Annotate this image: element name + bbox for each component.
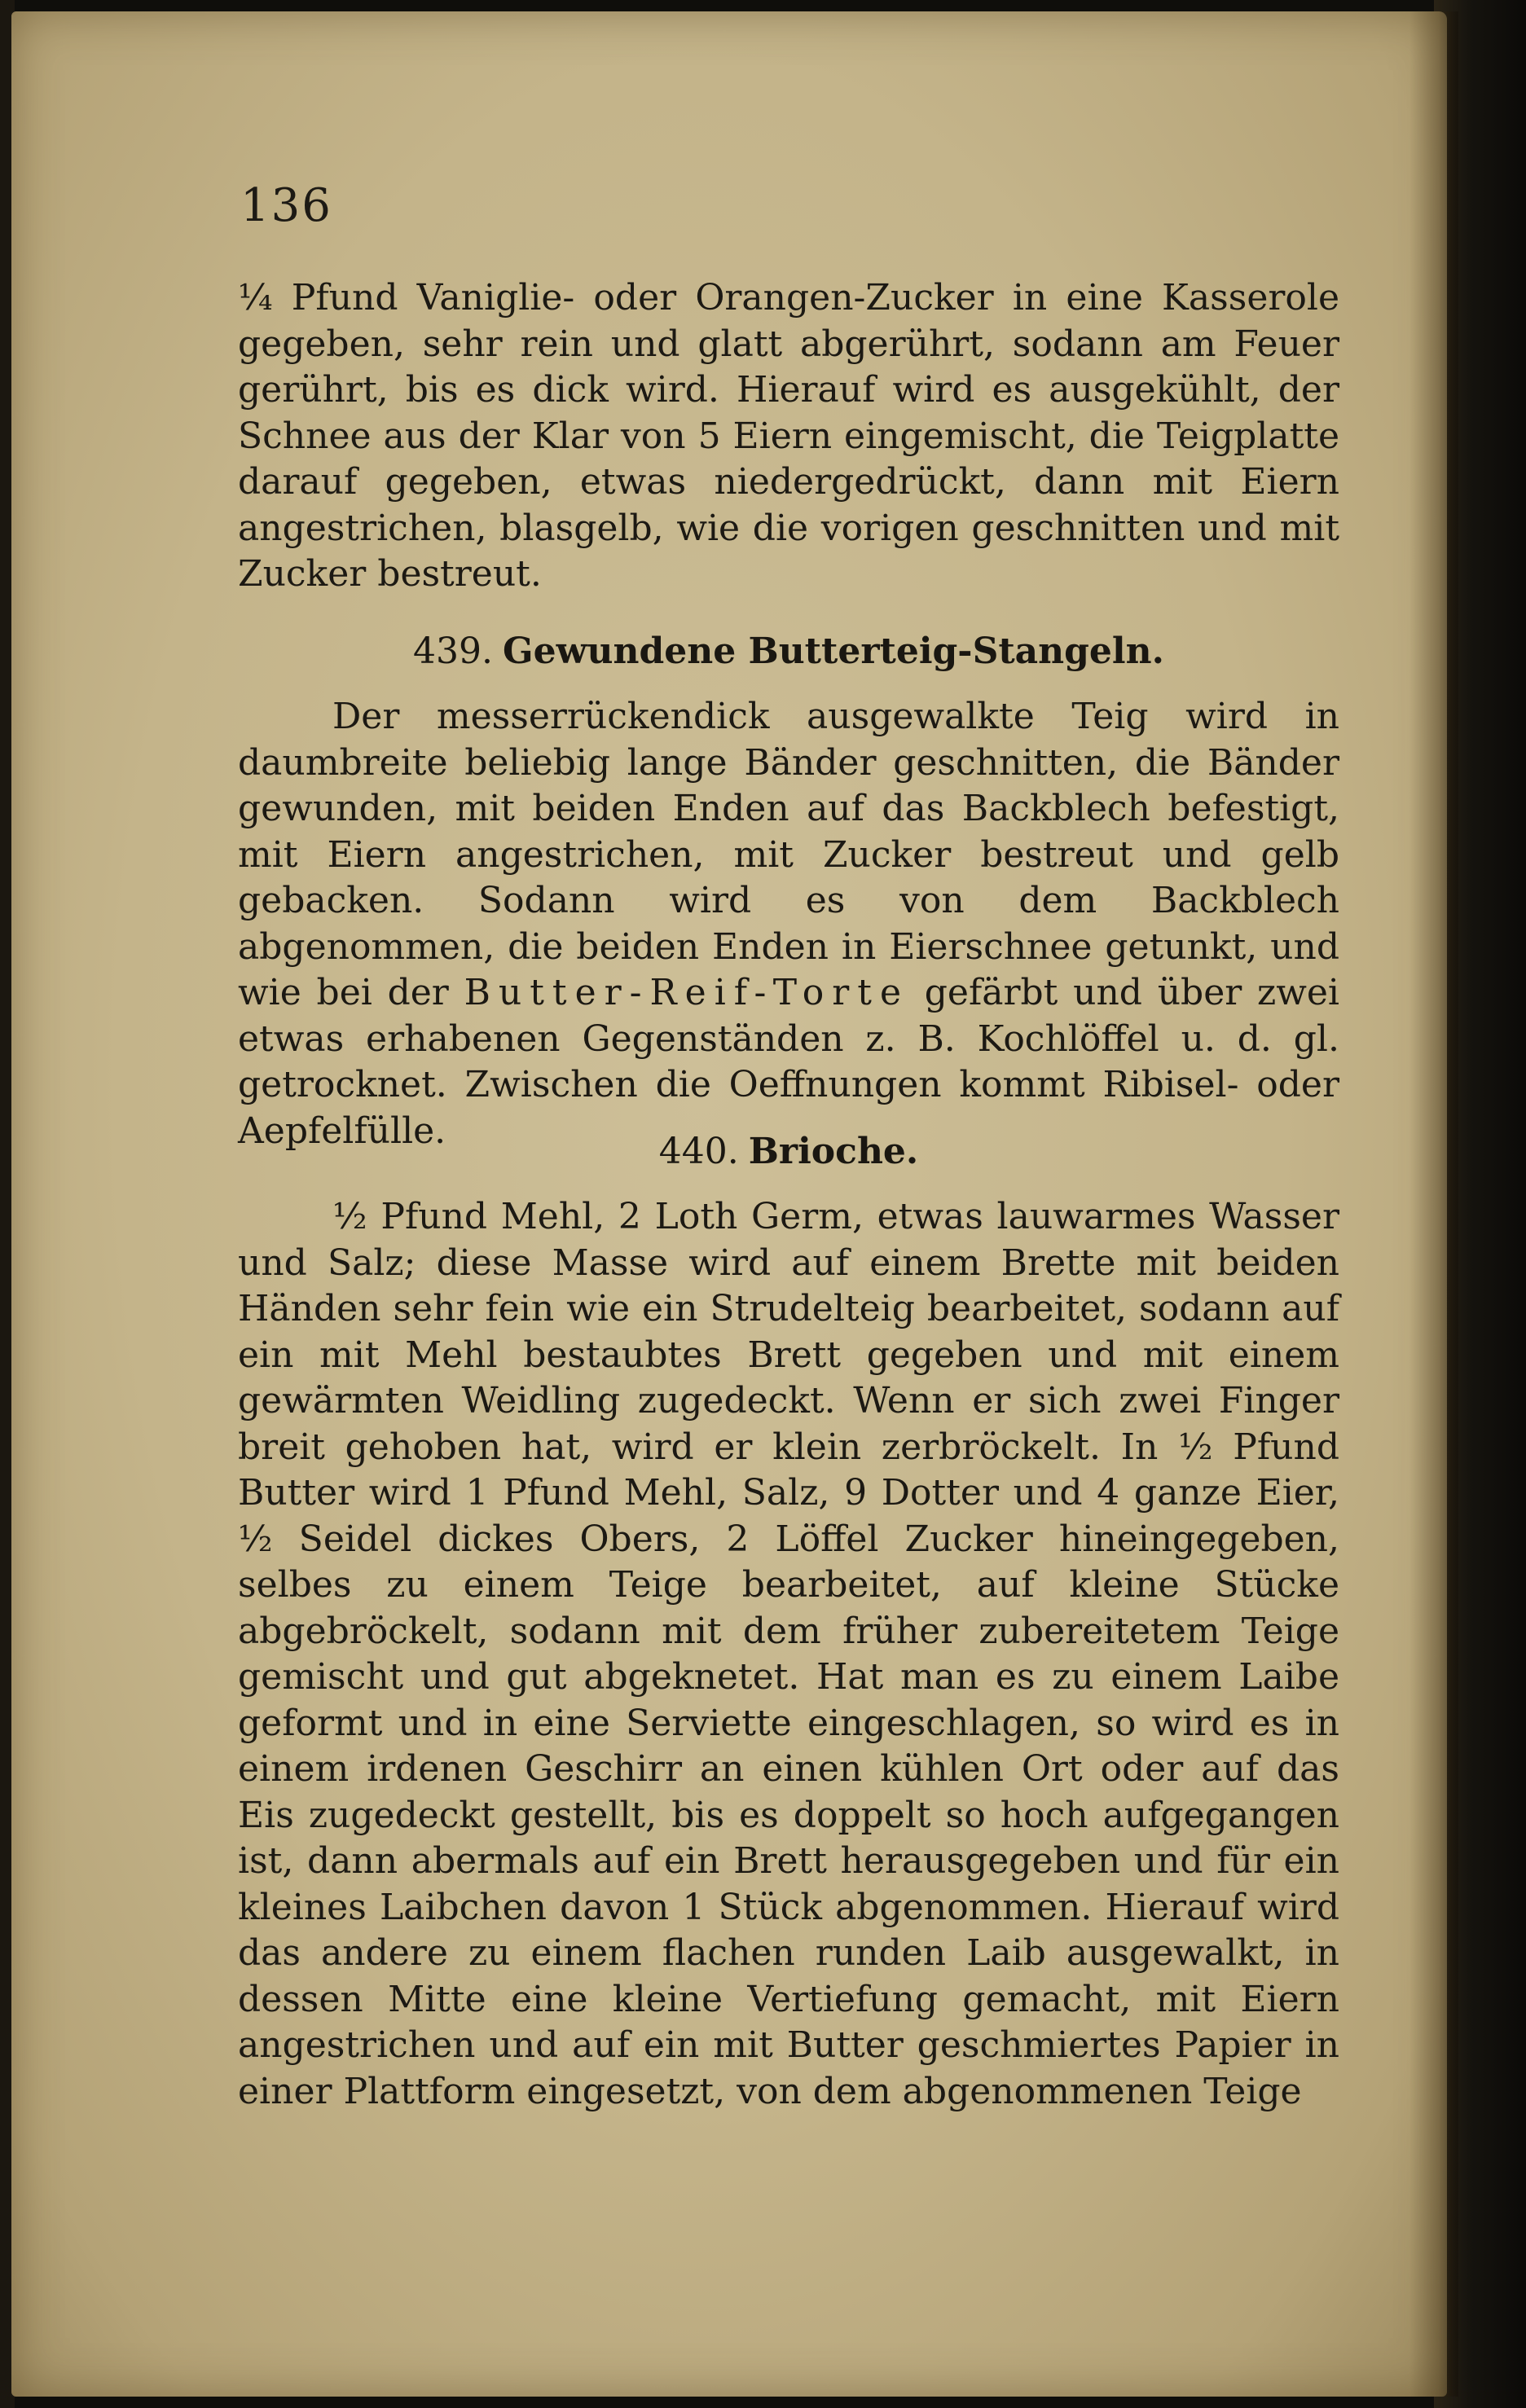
recipe-439-number: 439.	[413, 631, 494, 672]
recipe-439-paragraph	[238, 694, 1339, 1154]
recipe-440-title: Brioche.	[748, 1131, 919, 1172]
recipe-440-paragraph	[238, 1194, 1339, 2115]
recipe-440-text: ½ Pfund Mehl, 2 Loth Germ, etwas lauwarmes Wasser und Salz; diese Masse wird auf einem Brette mit beiden Händen sehr fein wie ein Strudelteig bearbeitet, sodann auf ein mit Mehl bestaubtes Brett gegeben und mit einem gewärmten Weidling zugedeckt. Wenn er sich zwei Finger breit gehoben hat, wird er klein zerbröckelt. In ½ Pfund Butter wird 1 Pfund Mehl, Salz, 9 Dotter und 4 ganze Eier, ½ Seidel dickes Obers, 2 Löffel Zucker hineingegeben, selbes zu einem Teige bearbeitet, auf kleine Stücke abgebröckelt, sodann mit dem früher zubereitetem Teige gemischt und gut abgeknetet. Hat man es zu einem Laibe geformt und in eine Serviette eingeschlagen, so wird es in einem irdenen Geschirr an einen kühlen Ort oder auf das Eis zugedeckt gestellt, bis es doppelt so hoch aufgegangen ist, dann abermals auf ein Brett herausgegeben und für ein kleines Laibchen davon 1 Stück abgenommen. Hierauf wird das andere zu einem flachen runden Laib ausgewalkt, in dessen Mitte eine kleine Vertiefung gemacht, mit Eiern angestrichen und auf ein mit Butter geschmiertes Papier in einer Plattform eingesetzt, von dem abgenommenen Teige	[238, 1196, 1339, 2112]
recipe-439-text	[238, 694, 1339, 1154]
intro-paragraph	[238, 275, 1339, 598]
recipe-439-title: Gewundene Butterteig-Stangeln.	[503, 631, 1164, 672]
page-number: 136	[240, 179, 332, 232]
intro-text: ¼ Pfund Vaniglie- oder Orangen-Zucker in eine Kasserole gegeben, sehr rein und glatt abgerührt, sodann am Feuer gerührt, bis es dick wird. Hierauf wird es ausgekühlt, der Schnee aus der Klar von 5 Eiern eingemischt, die Teigplatte darauf gegeben, etwas niedergedrückt, dann mit Eiern angestrichen, blasgelb, wie die vorigen geschnitten und mit Zucker bestreut.	[238, 277, 1339, 595]
recipe-439-spaced-term: Butter-Reif-Torte	[464, 972, 909, 1013]
recipe-439-heading	[238, 629, 1339, 675]
recipe-440-heading	[238, 1129, 1339, 1175]
recipe-440-number: 440.	[658, 1131, 739, 1172]
page-gutter-shadow	[1409, 11, 1458, 2397]
recipe-439-text-before: Der messerrückendick ausgewalkte Teig wird in daumbreite beliebig lange Bänder geschnitten, die Bänder gewunden, mit beiden Enden auf das Backblech befestigt, mit Eiern angestrichen, mit Zucker bestreut und gelb gebacken. Sodann wird es von dem Backblech abgenommen, die beiden Enden in Eierschnee getunkt, und wie bei der	[238, 696, 1339, 1013]
recipe-439-text-after: gefärbt und über zwei etwas erhabenen Gegenständen z. B. Kochlöffel u. d. gl. getrocknet. Zwischen die Oeffnungen kommt Ribisel- oder Aepfelfülle.	[238, 972, 1340, 1152]
